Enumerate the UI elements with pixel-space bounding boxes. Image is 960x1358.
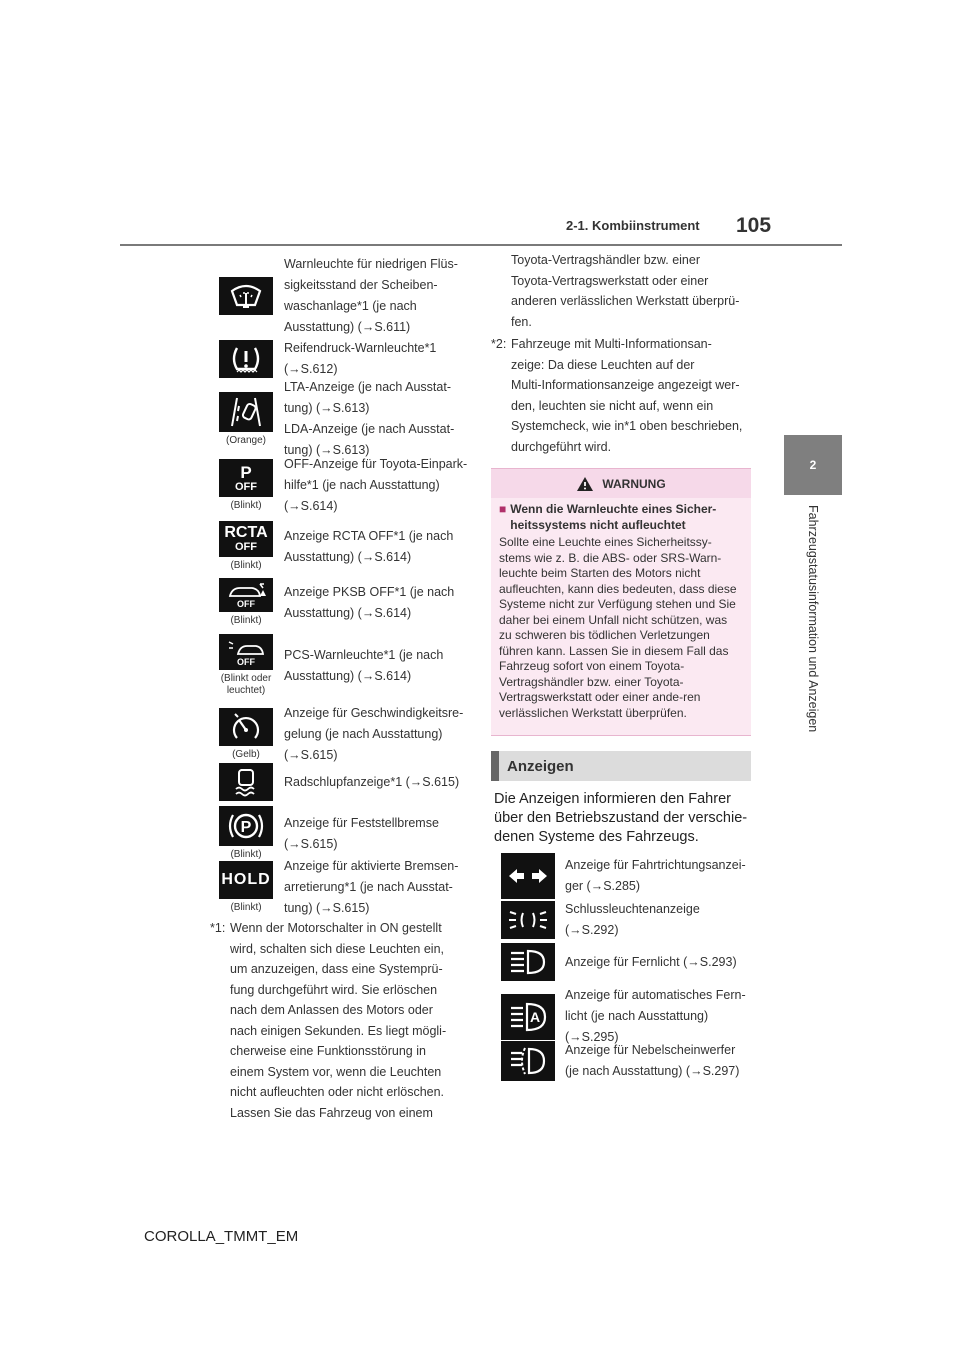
footnote-2-marker: *2: [491,337,507,351]
chapter-title [803,505,823,755]
indicator-desc: Anzeige für automatisches Fern- licht (je nach Ausstattung) (→S.295) [565,988,746,1044]
indicator-row [218,856,468,919]
indicator-row [218,521,468,572]
indicator-desc: Schlussleuchtenanzeige (→S.292) [565,902,700,937]
chapter-title-text: Fahrzeugstatusinformation und Anzeigen [806,505,820,733]
indicator-row [218,254,468,338]
section-heading-anzeigen: Anzeigen [491,751,751,781]
indicator-desc: Anzeige für Fahrtrichtungsanzei- ger (→S.285) [565,858,746,893]
indicator-row [218,703,468,766]
indicator-desc: Anzeige RCTA OFF*1 (je nach Ausstattung) (→S.614) [284,528,454,564]
rcta-off-icon: RCTA OFF [219,521,273,557]
footnote-1-marker: *1: [210,921,226,935]
speed-limiter-icon [219,708,273,746]
indicator-desc: Reifendruck-Warnleuchte*1 (→S.612) [284,341,437,376]
tail-light-icon [501,901,555,939]
indicator-caption: (Blinkt) [230,849,262,860]
indicator-caption: (Blinkt oder leuchtet) [220,673,272,696]
indicator-row [501,1040,749,1082]
page-number: 105 [736,214,772,237]
brake-hold-icon: HOLD [219,861,273,899]
indicator-caption: (Blinkt) [230,902,262,913]
indicator-row [218,763,468,801]
fog-light-icon [501,1041,555,1081]
indicator-row [501,899,749,941]
indicator-row [501,985,749,1048]
indicator-caption: (Blinkt) [230,560,262,571]
pcs-warning-icon: OFF [219,634,273,670]
section-title: 2-1. Kombiinstrument [566,218,700,233]
anzeigen-intro: Die Anzeigen informieren den Fahrer über den Betriebszustand der verschie- denen Systeme des Fahrzeugs. [494,791,748,845]
warning-title: WARNUNG [602,476,666,491]
indicator-caption: (Orange) [225,434,266,446]
indicator-row [218,454,468,517]
indicator-row [218,578,468,627]
indicator-desc: Warnleuchte für niedrigen Flüs- sigkeitsstand der Scheiben- waschanlage*1 (je nach Ausstattung) (→S.611) [284,257,458,334]
warning-box [491,468,751,736]
indicator-caption: (Blinkt) [230,615,262,626]
footnote-2-text: Fahrzeuge mit Multi-Informationsan- zeige: Da diese Leuchten auf der Multi-Informationsanzeige angezeigt wer- den, leuchten sie nicht auf, wenn ein Systemcheck, wie in*1 oben beschrieben, durchgeführt wird. [511,337,743,454]
slip-indicator-icon [219,763,273,801]
warning-body: Sollte eine Leuchte eines Sicherheitssy-stems wie z. B. die ABS- oder SRS-Warn-leuchte beim Starten des Motors nicht aufleuchten, kann dies bedeuten, dass diese Systeme nicht zur Verfügung stehen und Sie daher bei einem Unfall nicht schützen, was zu schweren bis tödlichen Verletzungen führen kann. Lassen Sie in diesem Fall das Fahrzeug sofort von einem Toyota-Vertragshändler bzw. einer Toyota-Vertragswerkstatt oder einer ande-ren verlässlichen Werkstatt überprüfen. [499,535,737,720]
pksb-off-icon: OFF [219,578,273,612]
indicator-desc: Anzeige für Fernlicht (→S.293) [565,954,737,969]
indicator-desc: Anzeige PKSB OFF*1 (je nach Ausstattung) (→S.614) [284,584,455,620]
indicator-row [218,634,468,697]
indicator-desc: LTA-Anzeige (je nach Ausstat- tung) (→S.613) LDA-Anzeige (je nach Ausstat- tung) (→S.613) [284,380,455,457]
indicator-desc: Anzeige für Nebelscheinwerfer (je nach Ausstattung) (→S.297) [565,1043,740,1078]
indicator-caption: (Blinkt) [230,500,262,511]
indicator-row [501,943,749,981]
auto-high-beam-icon [501,994,555,1040]
indicator-caption: (Gelb) [232,749,260,760]
svg-text:P: P [240,819,252,836]
indicator-row [218,377,468,461]
warning-header [491,469,751,498]
lta-lda-icon [219,392,273,432]
washer-fluid-icon [219,277,273,315]
turn-signal-icon [501,853,555,899]
indicator-desc: Anzeige für Geschwindigkeitsre- gelung (je nach Ausstattung) (→S.615) [284,706,464,762]
bullet-icon: ■ [499,502,507,516]
tire-pressure-icon [219,340,273,378]
footnote-1-continued: Toyota-Vertragshändler bzw. einer Toyota-Vertragswerkstatt oder einer anderen verlässlichen Werkstatt überprü- fen. [511,253,740,329]
parking-brake-icon [219,806,273,846]
chapter-tab [784,435,842,495]
svg-text:A: A [529,1008,541,1025]
high-beam-icon [501,943,555,981]
indicator-row [501,853,749,899]
warning-triangle-icon [576,476,594,492]
indicator-desc: PCS-Warnleuchte*1 (je nach Ausstattung) (→S.614) [284,647,444,683]
parking-assist-off-icon: P OFF [219,459,273,497]
indicator-desc: OFF-Anzeige für Toyota-Einpark- hilfe*1 (je nach Ausstattung) (→S.614) [284,457,468,513]
chapter-number: 2 [809,458,817,472]
indicator-row [218,338,468,380]
document-id: COROLLA_TMMT_EM [144,1228,299,1245]
footnote-1-text: Wenn der Motorschalter in ON gestellt wird, schalten sich diese Leuchten ein, um anzuzeigen, dass eine Systemprü- fung durchgeführt wird. Sie erlöschen nach dem Anlassen des Motors oder nach einigen Sekunden. Es liegt mögli- cherweise eine Funktionsstörung in einem System vor, wenn die Leuchten nicht aufleuchten oder nicht erlöschen. Lassen Sie das Fahrzeug von einem [230,921,447,1120]
indicator-desc: Anzeige für aktivierte Bremsen- arretierung*1 (je nach Ausstat- tung) (→S.615) [284,859,459,915]
header-rule [120,244,842,246]
warning-heading: Wenn die Warnleuchte eines Sicher-heitssystems nicht aufleuchtet [510,502,717,532]
indicator-desc: Radschlupfanzeige*1 (→S.615) [284,774,460,789]
indicator-desc: Anzeige für Feststellbremse (→S.615) [284,815,439,851]
indicator-row [218,806,468,861]
